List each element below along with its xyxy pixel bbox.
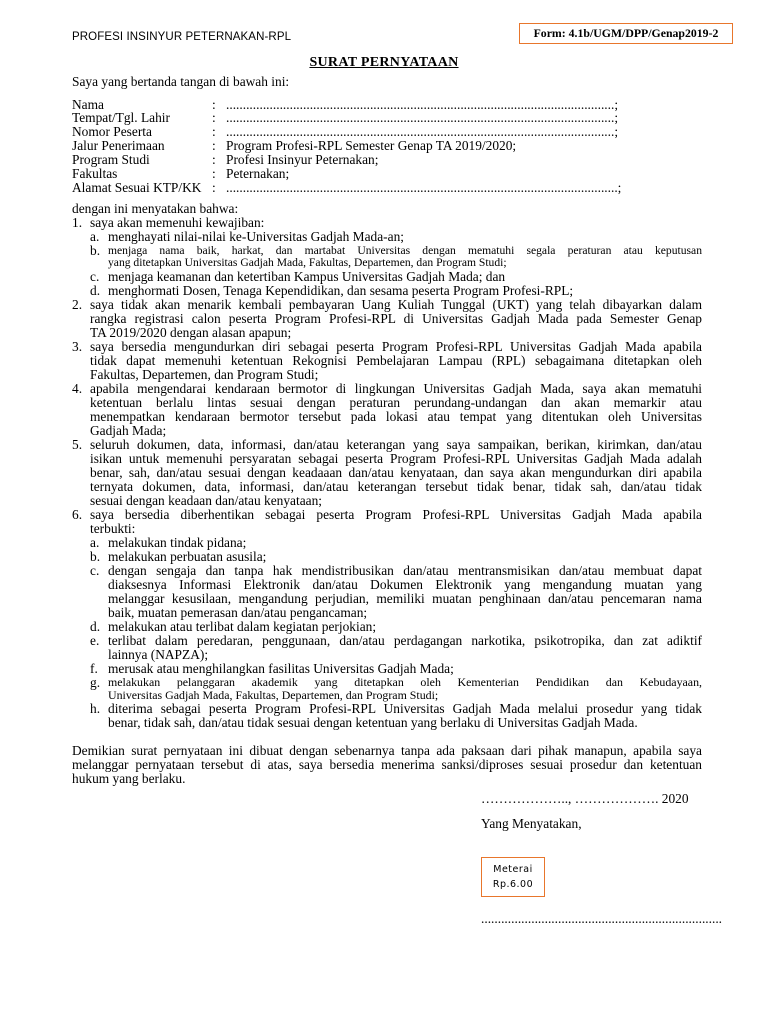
- list-item: dengan sengaja dan tanpa hak mendistribusikan dan/atau mentransmisikan dan/atau membuat dapat: [108, 563, 702, 578]
- signature-line[interactable]: ........................................................................: [481, 911, 723, 926]
- list-item: menghormati Dosen, Tenaga Kependidikan, dan sesama peserta Program Profesi-RPL;: [108, 283, 574, 298]
- closing-line: hukum yang berlaku.: [72, 771, 186, 786]
- field-label-admission-path: Jalur Penerimaan: [72, 138, 165, 153]
- list-letter: d.: [90, 283, 101, 298]
- declaration-intro: dengan ini menyatakan bahwa:: [72, 201, 239, 216]
- list-item: melakukan atau terlibat dalam kegiatan perjokian;: [108, 619, 377, 634]
- field-label-study-program: Program Studi: [72, 152, 150, 167]
- field-colon: :: [212, 110, 216, 125]
- list-item: ternyata dokumen, data, informasi, dan/atau keterangan tersebut tidak benar, tidak sah, dan/atau tidak: [90, 479, 702, 494]
- list-item: lainnya (NAPZA);: [108, 647, 209, 662]
- list-item: melakukan pelanggaran akademik yang ditetapkan oleh Kementerian Pendidikan dan Kebudayaan,: [108, 675, 702, 689]
- list-item: saya bersedia mengundurkan diri sebagai peserta Program Profesi-RPL Universitas Gadjah Mada apabila: [90, 339, 702, 354]
- list-letter: h.: [90, 701, 101, 716]
- list-number: 4.: [72, 381, 83, 396]
- closing-line: melanggar pernyataan tersebut di atas, saya bersedia menerima sanksi/diproses sesuai prosedur dan ketentuan: [72, 757, 702, 772]
- field-colon: :: [212, 180, 216, 195]
- list-letter: f.: [90, 661, 98, 676]
- list-item: isikan untuk memenuhi persyaratan sebagai peserta Program Profesi-RPL Universitas Gadjah Mada adalah: [90, 451, 702, 466]
- list-item: saya bersedia diberhentikan sebagai peserta Program Profesi-RPL Universitas Gadjah Mada apabila: [90, 507, 702, 522]
- list-letter: e.: [90, 633, 100, 648]
- list-letter: c.: [90, 563, 100, 578]
- list-item: menjaga nama baik, harkat, dan martabat Universitas dengan mematuhi segala peraturan atau keputusan: [108, 244, 702, 257]
- list-letter: d.: [90, 619, 101, 634]
- list-letter: a.: [90, 229, 100, 244]
- field-value-nama[interactable]: ....................................................................................................................;: [226, 97, 619, 112]
- list-item: TA 2019/2020 dengan alasan apapun;: [90, 325, 292, 340]
- field-value-study-program: Profesi Insinyur Peternakan;: [226, 152, 379, 167]
- list-item: terlibat dalam peredaran, penggunaan, dan/atau perdagangan narkotika, psikotropika, dan zat adiktif: [108, 633, 702, 648]
- intro-text: Saya yang bertanda tangan di bawah ini:: [72, 74, 290, 89]
- list-item: diaksesnya Informasi Elektronik dan/atau Dokumen Elektronik yang mengandung muatan yang: [108, 577, 702, 592]
- list-item: tidak dapat memenuhi ketentuan Rekognisi Pembelajaran Lampau (RPL) sebagaimana ditetapkan oleh: [90, 353, 702, 368]
- list-item: saya tidak akan menarik kembali pembayaran Uang Kuliah Tunggal (UKT) yang telah dibayarkan dalam: [90, 297, 702, 312]
- list-item: menjaga keamanan dan ketertiban Kampus Universitas Gadjah Mada; dan: [108, 269, 506, 284]
- list-item: benar, sah, dan/atau sesuai dengan keadaaan dan/atau kenyataan, dan saya akan mengundurkan diri apabila: [90, 465, 702, 480]
- list-item: Universitas Gadjah Mada, Fakultas, Departemen, dan Program Studi;: [108, 688, 439, 702]
- field-colon: :: [212, 152, 216, 167]
- field-label-participant-number: Nomor Peserta: [72, 124, 152, 139]
- list-item: melakukan perbuatan asusila;: [108, 549, 267, 564]
- field-label-birth: Tempat/Tgl. Lahir: [72, 110, 170, 125]
- field-value-admission-path: Program Profesi-RPL Semester Genap TA 2019/2020;: [226, 138, 517, 153]
- field-colon: :: [212, 124, 216, 139]
- list-item: melakukan tindak pidana;: [108, 535, 247, 550]
- list-item: sesuai dengan keadaan dan/atau kenyataan;: [90, 493, 322, 508]
- signer-label: Yang Menyatakan,: [481, 816, 582, 831]
- stamp-value: Rp.6.00: [492, 879, 534, 890]
- closing-line: Demikian surat pernyataan ini dibuat dengan sebenarnya tanpa ada paksaan dari pihak manapun, apabila saya: [72, 743, 702, 758]
- list-item: rangka registrasi calon peserta Program Profesi-RPL di Universitas Gadjah Mada pada Semester Genap: [90, 311, 702, 326]
- field-label-nama: Nama: [72, 97, 104, 112]
- list-item: merusak atau menghilangkan fasilitas Universitas Gadjah Mada;: [108, 661, 454, 676]
- field-colon: :: [212, 138, 216, 153]
- list-item: diterima sebagai peserta Program Profesi-RPL Universitas Gadjah Mada melalui prosedur yang tidak: [108, 701, 702, 716]
- header-program-name: PROFESI INSINYUR PETERNAKAN-RPL: [72, 31, 292, 43]
- field-colon: :: [212, 166, 216, 181]
- list-letter: a.: [90, 535, 100, 550]
- field-label-faculty: Fakultas: [72, 166, 118, 181]
- field-label-address: Alamat Sesuai KTP/KK: [72, 180, 202, 195]
- list-item: apabila mengendarai kendaraan bermotor di lingkungan Universitas Gadjah Mada, saya akan mematuhi: [90, 381, 702, 396]
- document-title: SURAT PERNYATAAN: [309, 55, 459, 70]
- field-colon: :: [212, 97, 216, 112]
- stamp-label: Meterai: [493, 864, 533, 875]
- list-number: 3.: [72, 339, 83, 354]
- list-item: menghayati nilai-nilai ke-Universitas Gadjah Mada-an;: [108, 229, 404, 244]
- form-code-box: Form: 4.1b/UGM/DPP/Genap2019-2: [519, 23, 733, 44]
- list-letter: c.: [90, 269, 100, 284]
- place-date[interactable]: ……………….., ………………. 2020: [481, 791, 689, 806]
- list-number: 6.: [72, 507, 83, 522]
- list-item: saya akan memenuhi kewajiban:: [90, 215, 265, 230]
- list-item: terbukti:: [90, 521, 136, 536]
- list-number: 5.: [72, 437, 83, 452]
- list-item: Fakultas, Departemen, dan Program Studi;: [90, 367, 319, 382]
- list-item: ketentuan berlalu lintas sesuai dengan peraturan perundang-undangan dan akan memarkir atau: [90, 395, 702, 410]
- list-item: Gadjah Mada;: [90, 423, 167, 438]
- field-value-address[interactable]: .....................................................................................................................;: [226, 180, 622, 195]
- list-item: menempatkan kendaraan bermotor tersebut pada lokasi atau tempat yang ditentukan oleh Universitas: [90, 409, 702, 424]
- list-item: melanggar kesusilaan, mengandung perjudian, memiliki muatan penghinaan dan/atau pencemaran nama: [108, 591, 702, 606]
- list-letter: b.: [90, 549, 101, 564]
- list-item: benar, tidak sah, dan/atau tidak sesuai dengan ketentuan yang berlaku di Universitas Gadjah Mada.: [108, 715, 638, 730]
- list-item: yang ditetapkan Universitas Gadjah Mada, Fakultas, Departemen, dan Program Studi;: [108, 256, 507, 269]
- field-value-faculty: Peternakan;: [226, 166, 290, 181]
- meterai-stamp: [481, 857, 545, 897]
- field-value-birth[interactable]: ....................................................................................................................;: [226, 110, 619, 125]
- field-value-participant-number[interactable]: ....................................................................................................................;: [226, 124, 619, 139]
- list-number: 1.: [72, 215, 83, 230]
- list-item: baik, muatan pemerasan dan/atau pengancaman;: [108, 605, 368, 620]
- list-number: 2.: [72, 297, 83, 312]
- list-letter: g.: [90, 675, 101, 690]
- list-letter: b.: [90, 243, 101, 258]
- list-item: seluruh dokumen, data, informasi, dan/atau keterangan yang saya sampaikan, berikan, kirimkan, dan/atau: [90, 437, 702, 452]
